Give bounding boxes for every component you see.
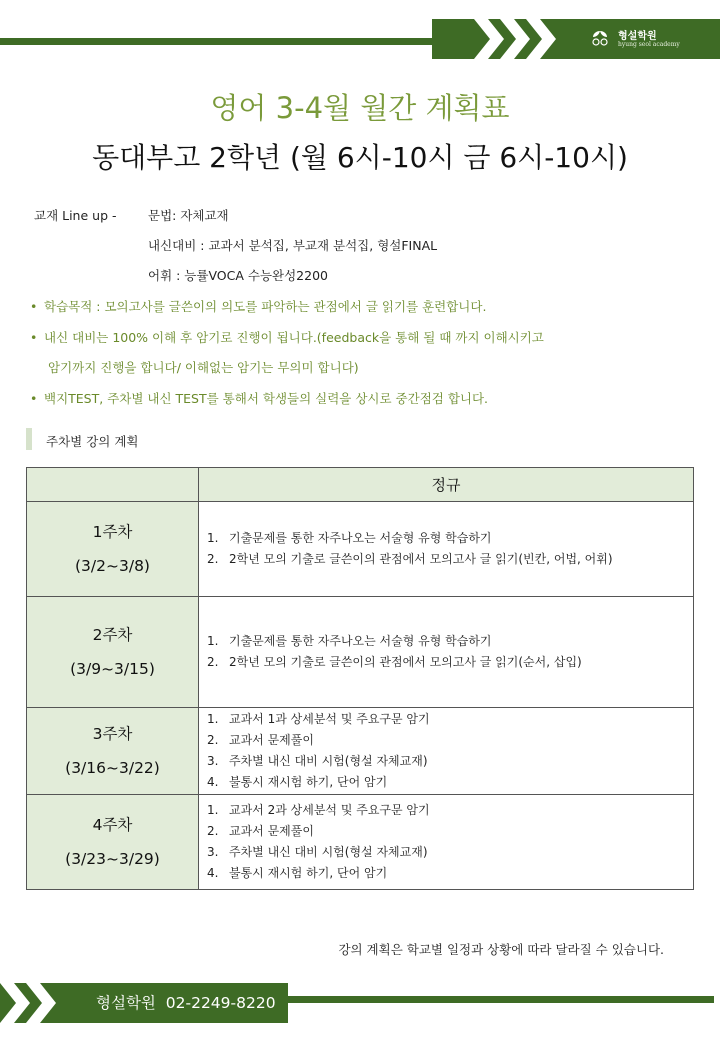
bullet-purpose xyxy=(30,297,486,315)
list-item: 2. 2학년 모의 기출로 글쓴이의 관점에서 모의고사 글 읽기(빈칸, 어법, 어휘) xyxy=(207,552,613,566)
week-content xyxy=(199,708,694,795)
bullet-text: 내신 대비는 100% 이해 후 암기로 진행이 됩니다.(feedback을 통해 될 때 까지 이해시키고 xyxy=(44,330,544,345)
week-content xyxy=(199,795,694,890)
lineup-item-exam: 내신대비 : 교과서 분석집, 부교재 분석집, 형설FINAL xyxy=(148,238,438,253)
table-row xyxy=(27,502,694,597)
leaf-logo-icon xyxy=(590,28,610,48)
bullet-dot-icon: • xyxy=(30,299,38,314)
bullet-text: 학습목적 : 모의고사를 글쓴이의 의도를 파악하는 관점에서 글 읽기를 훈련합니다. xyxy=(44,299,487,314)
table-row xyxy=(27,708,694,795)
week-label: 2주차 xyxy=(92,626,133,644)
table-header-regular: 정규 xyxy=(199,468,694,502)
list-item: 2. 교과서 문제풀이 xyxy=(207,733,314,747)
weekly-plan-table xyxy=(26,467,694,890)
list-item: 1. 기출문제를 통한 자주나오는 서술형 유형 학습하기 xyxy=(207,634,492,648)
academy-logo xyxy=(590,24,715,54)
footer-phone: 02-2249-8220 xyxy=(165,994,276,1012)
bullet-exam-prep xyxy=(30,328,544,346)
week-label: 1주차 xyxy=(92,523,133,541)
bullet-text: 백지TEST, 주차별 내신 TEST를 통해서 학생들의 실력을 상시로 중간점검 합니다. xyxy=(44,391,489,406)
footer-academy-name: 형설학원 xyxy=(96,994,156,1012)
chevron-arrows-icon xyxy=(0,983,70,1023)
lineup-item-grammar: 문법: 자체교재 xyxy=(148,208,229,223)
list-item: 3. 주차별 내신 대비 시험(형설 자체교재) xyxy=(207,845,428,859)
footer-contact xyxy=(96,991,276,1013)
table-row xyxy=(27,597,694,708)
week-cell xyxy=(27,597,199,708)
bullet-dot-icon: • xyxy=(30,330,38,345)
week-dates: (3/9~3/15) xyxy=(70,660,155,678)
week-content xyxy=(199,502,694,597)
chevron-arrows-icon xyxy=(470,19,560,59)
list-item: 4. 불통시 재시험 하기, 단어 암기 xyxy=(207,775,388,789)
week-dates: (3/16~3/22) xyxy=(65,759,160,777)
week-dates: (3/2~3/8) xyxy=(75,557,150,575)
list-item: 2. 2학년 모의 기출로 글쓴이의 관점에서 모의고사 글 읽기(순서, 삽입) xyxy=(207,655,582,669)
table-row xyxy=(27,795,694,890)
week-dates: (3/23~3/29) xyxy=(65,850,160,868)
list-item: 1. 기출문제를 통한 자주나오는 서술형 유형 학습하기 xyxy=(207,531,492,545)
header-line xyxy=(0,38,440,45)
bullet-dot-icon: • xyxy=(30,391,38,406)
list-item: 2. 교과서 문제풀이 xyxy=(207,824,314,838)
footer-line xyxy=(288,996,714,1003)
week-content xyxy=(199,597,694,708)
page-subtitle: 동대부고 2학년 (월 6시-10시 금 6시-10시) xyxy=(92,141,628,174)
list-item: 1. 교과서 1과 상세분석 및 주요구문 암기 xyxy=(207,712,430,726)
week-cell xyxy=(27,502,199,597)
week-cell xyxy=(27,795,199,890)
list-item: 3. 주차별 내신 대비 시험(형설 자체교재) xyxy=(207,754,428,768)
bullet-test xyxy=(30,389,488,407)
lineup-item-vocab: 어휘 : 능률VOCA 수능완성2200 xyxy=(148,268,328,283)
logo-subtitle: hyung seol academy xyxy=(618,41,680,48)
page-title: 영어 3-4월 월간 계획표 xyxy=(210,91,510,125)
list-item: 4. 불통시 재시험 하기, 단어 암기 xyxy=(207,866,388,880)
week-label: 4주차 xyxy=(92,816,133,834)
bullet-exam-prep-continued: 암기까지 진행을 합니다/ 이해없는 암기는 무의미 합니다) xyxy=(48,360,359,375)
section-marker xyxy=(26,428,32,450)
table-header-blank xyxy=(27,468,199,502)
week-label: 3주차 xyxy=(92,725,133,743)
lineup-label: 교재 Line up - xyxy=(34,208,117,223)
list-item: 1. 교과서 2과 상세분석 및 주요구문 암기 xyxy=(207,803,430,817)
logo-name: 형설학원 xyxy=(618,31,657,42)
week-cell xyxy=(27,708,199,795)
table-header-row xyxy=(27,468,694,502)
schedule-note: 강의 계획은 학교별 일정과 상황에 따라 달라질 수 있습니다. xyxy=(338,942,664,957)
section-title: 주차별 강의 계획 xyxy=(46,434,139,449)
